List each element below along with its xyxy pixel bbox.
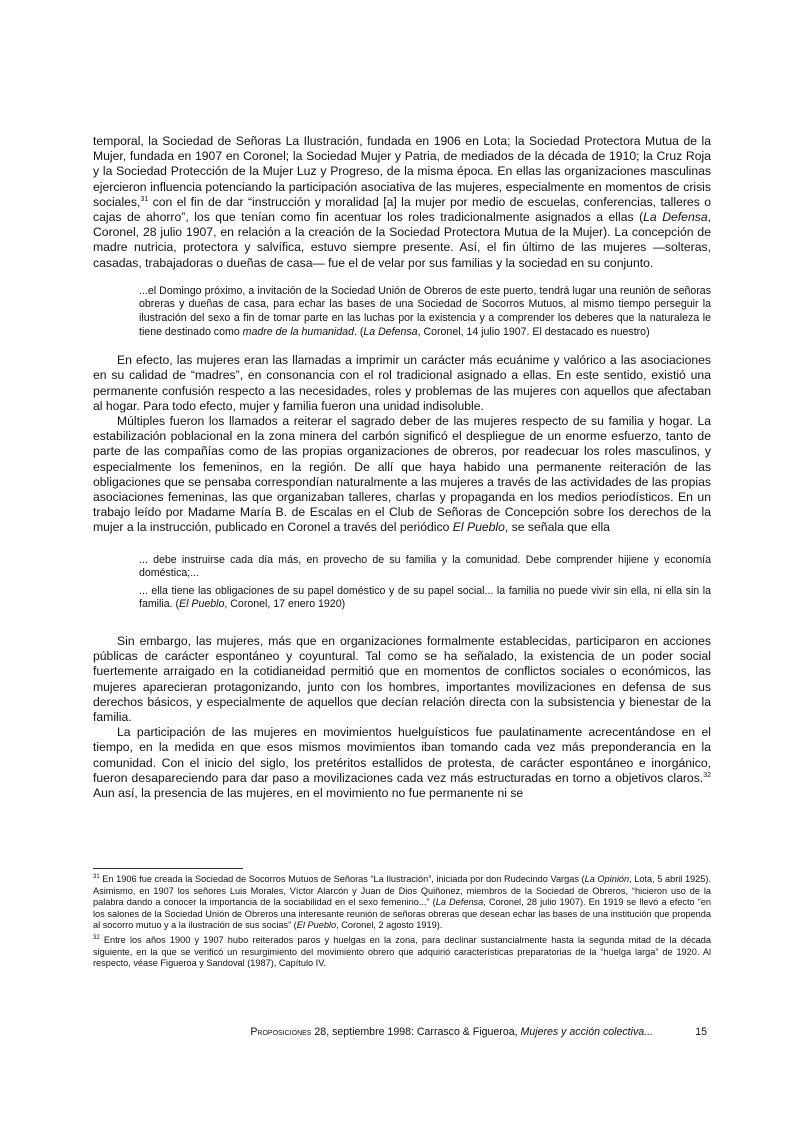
citation-title: El Pueblo (452, 520, 505, 535)
page-number: 15 (695, 1026, 707, 1038)
running-footer (250, 1026, 653, 1038)
footnote-32 (93, 935, 711, 970)
footnote-ref-32[interactable]: 32 (703, 771, 711, 779)
article-title: Mujeres y acción colectiva... (520, 1026, 653, 1038)
page-body (93, 134, 711, 801)
citation-title: El Pueblo (296, 920, 337, 931)
footnote-ref-31[interactable]: 31 (140, 195, 149, 203)
block-quote-1 (139, 285, 711, 339)
citation-title: La Defensa (435, 897, 484, 908)
footnote-divider (93, 868, 243, 869)
block-quote-2 (139, 554, 711, 612)
footnote-text: , Lota, 5 abril 1925). Asimismo, en 1907 los señores Luis Morales, Víctor Alarcón y Juan de Dios Quiñonez, miembros de la Sociedad de Obreros, “hicieron uso de la palabra dando a conocer la importancia de la sociabilidad en el sexo femenino...” ( (93, 874, 712, 908)
footnote-text: , Coronel, 28 julio 1907). En 1919 se llevó a efecto “en los salones de la Sociedad Unión de Obreros una interesante reunión de señoras obreras que desean echar las bases de una institución que propenda al socorro mutuo y a la ilustración de sus socias” ( (93, 897, 711, 931)
emphasis-text: madre de la humanidad (242, 325, 354, 338)
paragraph-text: temporal, la Sociedad de Señoras La Ilustración, fundada en 1906 en Lota; la Sociedad Protectora Mutua de la Mujer, fundada en 1907 en Coronel; la Sociedad Mujer y Patria, de mediados de la década de 1910; la Cruz Roja y la Sociedad Protección de la Mujer Luz y Progreso, de la misma época. En ellas las organizaciones masculinas ejercieron influencia potenciando la participación asociativa de las mujeres, especialmente en momentos de crisis sociales, (93, 134, 711, 209)
citation-title: La Opinión (584, 874, 630, 884)
journal-name: Proposiciones (250, 1026, 312, 1038)
quote-text: ... ella tiene las obligaciones de su papel doméstico y de su papel social... la familia no puede vivir sin ella, ni ella sin la familia. ( (139, 584, 711, 611)
citation-title: La Defensa (363, 325, 418, 338)
paragraph-2: En efecto, las mujeres eran las llamadas a imprimir un carácter más ecuánime y valórico a las asociaciones en su calidad de “madres”, en consonancia con el rol tradicional asignado a ellas. En este sentido, existió una permanente confusión respecto a las necesidades, roles y problemas de las mujeres con aquellos que afectaban al hogar. Para todo efecto, mujer y familia fueron una unidad indisoluble. (93, 353, 711, 413)
paragraph-text: con el fin de dar “instrucción y moralidad [a] la mujer por medio de escuelas, conferencias, talleres o cajas de ahorro”, los que tenían como fin acentuar los roles tradicionalmente asignados a ellas ( (93, 194, 711, 225)
paragraph-text: , Coronel, 28 julio 1907, en relación a la creación de la Sociedad Protectora Mutua de la Mujer). La concepción de madre nutricia, protectora y salvífica, estuvo siempre presente. Así, el fin último de las mujeres —solteras, casadas, trabajadoras o dueñas de casa— fue el de velar por sus familias y la sociedad en su conjunto. (93, 210, 711, 270)
quote-text: , Coronel, 17 enero 1920) (224, 598, 346, 611)
footnote-text: Entre los años 1900 y 1907 hubo reiterados paros y huelgas en la zona, para declinar sustancialmente hasta la segunda mitad de la década siguiente, en la que se verificó un resurgimiento del movimiento obrero que adquirió características preparatorias de la “huelga larga” de 1920. Al respecto, véase Figueroa y Sandoval (1987), Capítulo IV. (93, 934, 711, 969)
footnote-number: 31 (93, 874, 100, 880)
quote-text: ...el Domingo próximo, a invitación de la Sociedad Unión de Obreros de este puerto, tendrá lugar una reunión de señoras obreras y dueñas de casa, para echar las bases de una Sociedad de Socorros Mutuos, al mismo tiempo perseguir la ilustración del sexo a fin de tomar parte en las luchas por la existencia y a comprender los deberes que la naturaleza le tiene destinado como (139, 284, 711, 338)
footnote-31 (93, 874, 711, 932)
footnote-number: 32 (93, 934, 100, 941)
footnote-text: , Coronel, 2 agosto 1919). (336, 920, 443, 931)
paragraph-1 (93, 134, 711, 271)
quote-text: ... debe instruirse cada día más, en provecho de su familia y la comunidad. Debe comprender hijiene y economía doméstica;... (139, 553, 711, 580)
footer-text: 28, septiembre 1998: Carrasco & Figueroa, (311, 1026, 521, 1038)
footnote-text: En 1906 fue creada la Sociedad de Socorros Mutuos de Señoras “La Ilustración”, iniciada por don Rudecindo Vargas ( (99, 874, 585, 884)
paragraph-3 (93, 414, 711, 536)
footnotes (93, 868, 711, 973)
quote-text: . ( (353, 325, 364, 338)
paragraph-5 (93, 725, 711, 801)
paragraph-4: Sin embargo, las mujeres, más que en organizaciones formalmente establecidas, participaron en acciones públicas de carácter espontáneo y coyuntural. Tal como se ha señalado, la existencia de un poder social fuertemente arraigado en la cotidianeidad permitió que en momentos de conflictos sociales o económicos, las mujeres aparecieran protagonizando, junto con los hombres, importantes movilizaciones en defensa de sus derechos básicos, y especialmente de aquellos que decían relación directa con la subsistencia y bienestar de la familia. (93, 634, 711, 725)
quote-text: , Coronel, 14 julio 1907. El destacado es nuestro) (417, 325, 650, 338)
paragraph-text: Múltiples fueron los llamados a reiterar el sagrado deber de las mujeres respecto de su familia y hogar. La estabilización poblacional en la zona minera del carbón significó el despliegue de un enorme esfuerzo, tanto de parte de las compañías como de las propias organizaciones de obreros, por readecuar los roles masculinos, y especialmente los femeninos, en la región. De allí que haya habido una permanente reiteración de las obligaciones que se pensaba correspondían naturalmente a las mujeres a través de las actividades de las propias asociaciones femeninas, las que organizaban talleres, charlas y propaganda en los medios periodísticos. En un trabajo leído por Madame María B. de Escalas en el Club de Señoras de Concepción sobre los derechos de la mujer a la instrucción, publicado en Coronel a través del periódico (93, 414, 711, 535)
paragraph-text: , se señala que ella (504, 520, 610, 535)
citation-title: El Pueblo (179, 598, 225, 611)
paragraph-text: Aun así, la presencia de las mujeres, en el movimiento no fue permanente ni se (93, 786, 524, 801)
paragraph-text: La participación de las mujeres en movimientos huelguísticos fue paulatinamente acrecentándose en el tiempo, en la medida en que esos mismos movimientos iban tomando cada vez más preponderancia en la comunidad. Con el inicio del siglo, los pretéritos estallidos de protesta, de carácter espontáneo e inorgánico, fueron desapareciendo para dar paso a movilizaciones cada vez más estructuradas en torno a objetivos claros. (93, 725, 711, 785)
citation-title: La Defensa (643, 210, 708, 225)
